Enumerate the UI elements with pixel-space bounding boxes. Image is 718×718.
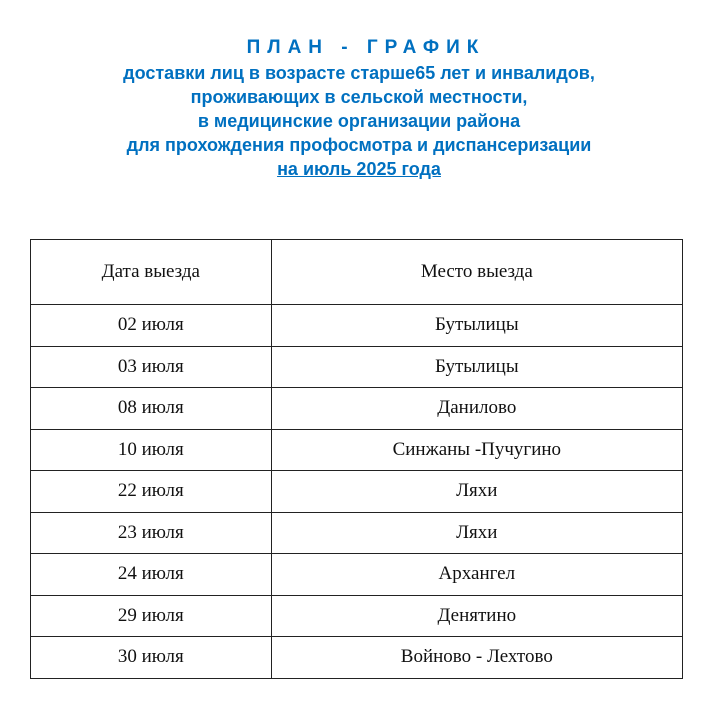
- place-cell: Бутылицы: [271, 305, 682, 347]
- table-row: [31, 388, 683, 430]
- subtitle-line-1: доставки лиц в возрасте старше65 лет и инвалидов,: [123, 63, 595, 83]
- date-cell: 08 июля: [31, 388, 272, 430]
- place-cell: Синжаны -Пучугино: [271, 429, 682, 471]
- schedule-table: [30, 239, 683, 679]
- place-cell: Данилово: [271, 388, 682, 430]
- date-cell: 29 июля: [31, 595, 272, 637]
- place-cell: Архангел: [271, 554, 682, 596]
- place-cell: Бутылицы: [271, 346, 682, 388]
- table-row: [31, 471, 683, 513]
- subtitle-line-2: проживающих в сельской местности,: [190, 87, 528, 107]
- date-cell: 24 июля: [31, 554, 272, 596]
- date-cell: 30 июля: [31, 637, 272, 679]
- place-cell: Ляхи: [271, 471, 682, 513]
- place-cell: Денятино: [271, 595, 682, 637]
- date-cell: 03 июля: [31, 346, 272, 388]
- date-cell: 22 июля: [31, 471, 272, 513]
- table-row: [31, 305, 683, 347]
- place-cell: Ляхи: [271, 512, 682, 554]
- document-header: [0, 34, 718, 181]
- subtitle-line-4: для прохождения профосмотра и диспансеризации: [126, 135, 592, 155]
- place-cell: Войново - Лехтово: [271, 637, 682, 679]
- table-row: [31, 512, 683, 554]
- period-text: на июль 2025 года: [277, 159, 441, 179]
- table-row: [31, 346, 683, 388]
- column-header-date: Дата выезда: [31, 240, 272, 305]
- table-row: [31, 554, 683, 596]
- document-title: ПЛАН - ГРАФИК: [246, 37, 486, 58]
- table-row: [31, 429, 683, 471]
- period-line: [0, 157, 718, 181]
- table-header-row: [31, 240, 683, 305]
- date-cell: 23 июля: [31, 512, 272, 554]
- date-cell: 10 июля: [31, 429, 272, 471]
- table-row: [31, 595, 683, 637]
- subtitle-line-3: в медицинские организации района: [197, 111, 521, 131]
- table-row: [31, 637, 683, 679]
- column-header-place: Место выезда: [271, 240, 682, 305]
- date-cell: 02 июля: [31, 305, 272, 347]
